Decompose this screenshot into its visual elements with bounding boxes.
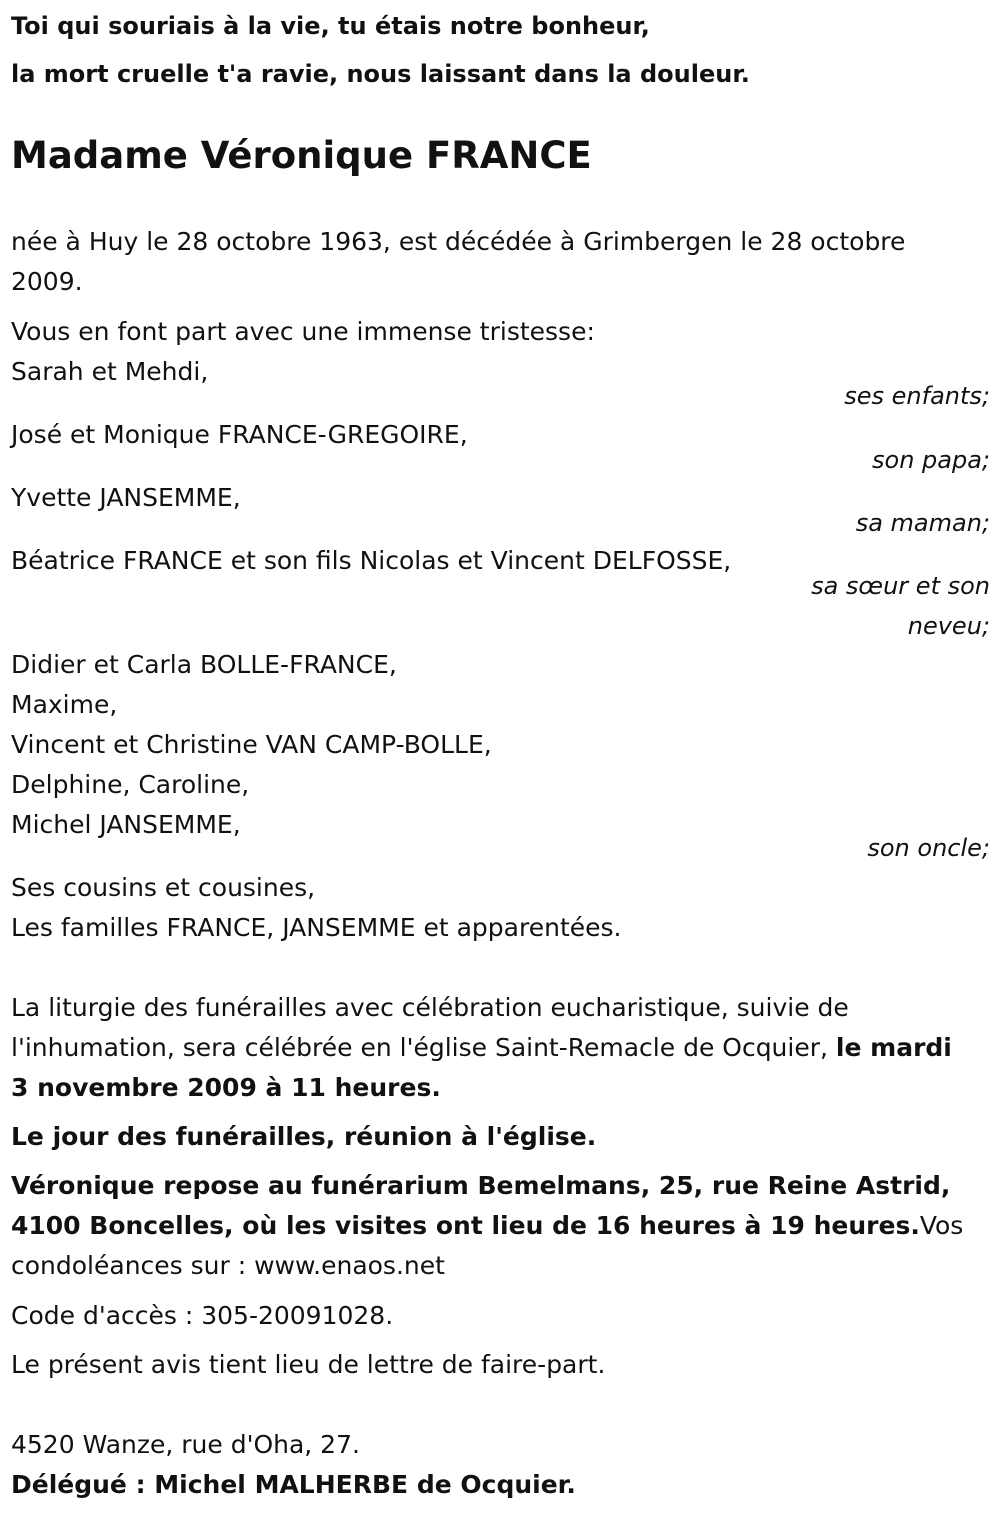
children-names: Sarah et Mehdi,: [11, 357, 209, 386]
liturgy-line-2: l'inhumation, sera célébrée en l'église Saint-Remacle de Ocquier, le mardi: [11, 1033, 952, 1062]
relative-line: Didier et Carla BOLLE-FRANCE,: [11, 650, 397, 679]
liturgy-line-1: La liturgie des funérailles avec célébration eucharistique, suivie de: [11, 993, 849, 1022]
repose-paragraph: [11, 1166, 990, 1286]
footer-address: 4520 Wanze, rue d'Oha, 27.: [11, 1430, 360, 1459]
condolences-text: condoléances sur : www.enaos.net: [11, 1251, 445, 1280]
liturgy-date: le mardi: [835, 1033, 952, 1062]
cousins-line: Ses cousins et cousines,: [11, 873, 316, 902]
verse-line-2: la mort cruelle t'a ravie, nous laissant dans la douleur.: [11, 60, 750, 88]
father-role: son papa;: [872, 446, 990, 474]
birth-death-text: [11, 222, 990, 302]
intro-text: Vous en font part avec une immense tristesse:: [11, 317, 595, 346]
repose-line-1: Véronique repose au funérarium Bemelmans, 25, rue Reine Astrid,: [11, 1171, 951, 1200]
relative-line: Maxime,: [11, 690, 118, 719]
sister-names: Béatrice FRANCE et son fils Nicolas et Vincent DELFOSSE,: [11, 546, 732, 575]
verse: [11, 2, 990, 98]
footer-delegate: Délégué : Michel MALHERBE de Ocquier.: [11, 1470, 576, 1499]
access-code: Code d'accès : 305-20091028.: [11, 1301, 394, 1330]
birth-death-line-1: née à Huy le 28 octobre 1963, est décédée à Grimbergen le 28 octobre: [11, 227, 906, 256]
sister-role-line-1: sa sœur et son: [811, 572, 990, 600]
sister-role: [811, 566, 990, 646]
sister-role-line-2: neveu;: [907, 612, 990, 640]
liturgy-paragraph: [11, 988, 990, 1108]
family-intro: [11, 312, 990, 392]
other-relatives: [11, 645, 990, 845]
footer: [11, 1425, 990, 1505]
father-names: José et Monique FRANCE-GREGOIRE,: [11, 420, 468, 449]
repose-line-2: 4100 Boncelles, où les visites ont lieu de 16 heures à 19 heures.Vos: [11, 1211, 964, 1240]
birth-death-line-2: 2009.: [11, 267, 83, 296]
meeting-text: Le jour des funérailles, réunion à l'église.: [11, 1122, 597, 1151]
families-line: Les familles FRANCE, JANSEMME et apparentées.: [11, 913, 622, 942]
mother-role: sa maman;: [855, 509, 990, 537]
liturgy-date-line: 3 novembre 2009 à 11 heures.: [11, 1073, 441, 1102]
extended-family: [11, 868, 990, 948]
verse-line-1: Toi qui souriais à la vie, tu étais notre bonheur,: [11, 12, 650, 40]
deceased-name: Madame Véronique FRANCE: [11, 134, 592, 177]
condolences-lead: Vos: [919, 1211, 964, 1240]
mother-names: Yvette JANSEMME,: [11, 483, 241, 512]
relative-line: Michel JANSEMME,: [11, 810, 241, 839]
relative-line: Delphine, Caroline,: [11, 770, 250, 799]
relative-line: Vincent et Christine VAN CAMP-BOLLE,: [11, 730, 492, 759]
uncle-role: son oncle;: [867, 834, 990, 862]
children-role: ses enfants;: [844, 382, 990, 410]
notice-text: Le présent avis tient lieu de lettre de faire-part.: [11, 1350, 606, 1379]
